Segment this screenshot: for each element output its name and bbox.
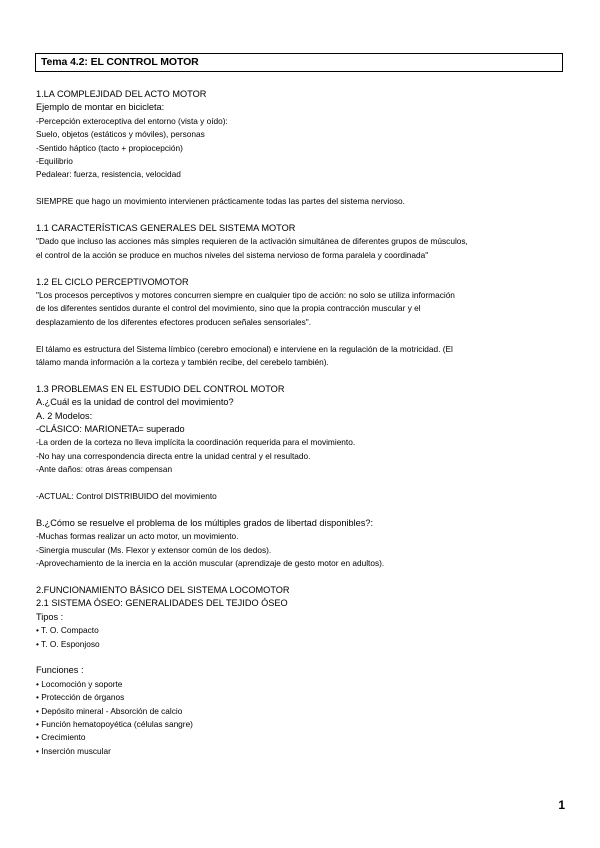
blank-line [36, 651, 564, 664]
text-line: 1.2 EL CICLO PERCEPTIVOMOTOR [36, 276, 189, 287]
text-line: Funciones : [36, 665, 84, 676]
text-line: 2.FUNCIONAMIENTO BÁSICO DEL SISTEMA LOCOMOTOR [36, 584, 290, 595]
page-number: 1 [558, 798, 565, 812]
text-line: Ejemplo de montar en bicicleta: [36, 102, 165, 113]
text-line: 2.1 SISTEMA ÓSEO: GENERALIDADES DEL TEJIDO ÓSEO [36, 598, 288, 609]
text-line: -Aprovechamiento de la inercia en la acción muscular (aprendizaje de gesto motor en adultos). [36, 558, 385, 569]
text-line: -Ante daños: otras áreas compensan [36, 464, 173, 475]
text-line: B.¿Cómo se resuelve el problema de los múltiples grados de libertad disponibles?: [36, 517, 374, 528]
page-title: Tema 4.2: EL CONTROL MOTOR [41, 56, 199, 68]
text-line: -Percepción exteroceptiva del entorno (vista y oído): [36, 115, 228, 126]
blank-line [36, 329, 564, 342]
text-line: • Locomoción y soporte [36, 678, 123, 689]
text-line: • Crecimiento [36, 732, 86, 743]
text-line: -No hay una correspondencia directa entre la unidad central y el resultado. [36, 450, 311, 461]
document-body [36, 88, 564, 758]
text-line: "Los procesos perceptivos y motores concurren siempre en cualquier tipo de acción: no solo se utiliza información [36, 290, 455, 301]
text-line: Suelo, objetos (estáticos y móviles), personas [36, 129, 205, 140]
blank-line [36, 504, 564, 517]
text-line: A. 2 Modelos: [36, 410, 93, 421]
blank-line [36, 182, 564, 195]
text-line: SIEMPRE que hago un movimiento intervienen prácticamente todas las partes del sistema nervioso. [36, 196, 405, 207]
text-line: • Inserción muscular [36, 745, 111, 756]
text-line: -Muchas formas realizar un acto motor, un movimiento. [36, 531, 239, 542]
text-line: -CLÁSICO: MARIONETA= superado [36, 424, 185, 435]
text-line: El tálamo es estructura del Sistema límbico (cerebro emocional) e interviene en la regulación de la motricidad. (El [36, 343, 453, 354]
text-line: -La orden de la corteza no lleva implícita la coordinación requerida para el movimiento. [36, 437, 356, 448]
text-line: -Sinergia muscular (Ms. Flexor y extensor común de los dedos). [36, 544, 272, 555]
text-line: • T. O. Compacto [36, 625, 99, 636]
blank-line [36, 571, 564, 584]
text-line: -ACTUAL: Control DISTRIBUIDO del movimiento [36, 491, 217, 502]
blank-line [36, 477, 564, 490]
text-line: -Sentido háptico (tacto + propiocepción) [36, 142, 183, 153]
text-line: tálamo manda información a la corteza y también recibe, del cerebelo también). [36, 357, 329, 368]
text-line: 1.1 CARACTERÍSTICAS GENERALES DEL SISTEMA MOTOR [36, 223, 296, 234]
text-line: • Depósito mineral - Absorción de calcio [36, 705, 183, 716]
text-line: desplazamiento de los diferentes efectores producen señales sensoriales". [36, 316, 312, 327]
text-line: el control de la acción se produce en muchos niveles del sistema nervioso de forma paralela y coordinada" [36, 249, 429, 260]
blank-line [36, 262, 564, 275]
text-line: "Dado que incluso las acciones más simples requieren de la activación simultánea de diferentes grupos de músculos, [36, 236, 468, 247]
text-line: A.¿Cuál es la unidad de control del movimiento? [36, 397, 234, 408]
text-line: • T. O. Esponjoso [36, 638, 100, 649]
text-line: -Equilibrio [36, 156, 73, 167]
text-line: Pedalear: fuerza, resistencia, velocidad [36, 169, 181, 180]
blank-line [36, 209, 564, 222]
title-box [35, 53, 563, 72]
text-line: de los diferentes sentidos durante el control del movimiento, sino que la propia contracción muscular y el [36, 303, 421, 314]
text-line: 1.LA COMPLEJIDAD DEL ACTO MOTOR [36, 89, 207, 99]
text-line: • Función hematopoyética (células sangre) [36, 718, 193, 729]
text-line: 1.3 PROBLEMAS EN EL ESTUDIO DEL CONTROL MOTOR [36, 383, 285, 394]
blank-line [36, 369, 564, 382]
text-line: • Protección de órganos [36, 692, 125, 703]
text-line: Tipos : [36, 611, 64, 622]
